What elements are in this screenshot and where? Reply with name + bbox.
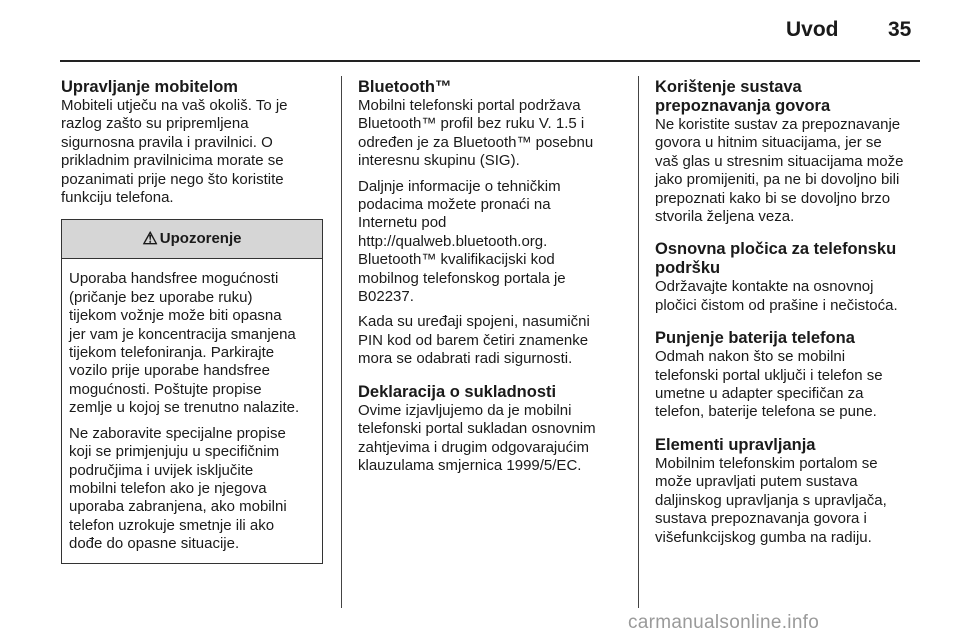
warning-paragraph-1: Uporaba handsfree mogućnosti (pričanje bez uporabe ruku) tijekom vožnje može biti opasna jer vam je koncentracija smanjena tijekom telefoniranja. Parkirajte vozilo prije uporabe handsfree mogućnosti. Poštujte propise zemlje u kojoj se trenutno nalazite. [69,270,300,417]
column-1 [61,78,331,564]
column-2 [358,78,626,475]
voice-recognition-paragraph: Ne koristite sustav za prepoznavanje govora u hitnim situacijama, jer se vaš glas u stresnim situacijama može jako promijeniti, pa ne bi dovoljno bili prepoznati kako bi se dovoljno brzo stvorila željena veza. [655,116,904,226]
warning-triangle-icon: ⚠ [142,229,158,249]
heading-base-plate: Osnovna pločica za telefonsku podršku [655,240,897,278]
heading-voice-recognition: Korištenje sustava prepoznavanja govora [655,78,831,115]
watermark: carmanualsonline.info [628,612,820,633]
section-title: Uvod [786,18,839,41]
heading-controls: Elementi upravljanja [655,435,816,454]
column-divider-2 [638,76,639,608]
heading-mobile-control: Upravljanje mobitelom [61,78,238,96]
heading-battery-charging: Punjenje baterija telefona [655,329,855,348]
controls-paragraph: Mobilnim telefonskim portalom se može upravljati putem sustava daljinskog upravljanja s upravljača, sustava prepoznavanja govora i višefunkcijskog gumba na radiju. [655,454,887,546]
column-divider-1 [341,76,342,608]
heading-declaration: Deklaracija o sukladnosti [358,382,557,401]
battery-charging-paragraph: Odmah nakon što se mobilni telefonski portal uključi i telefon se umetne u adapter specifičan za telefon, baterije telefona se pune. [655,348,883,421]
base-plate-paragraph: Održavajte kontakte na osnovnoj pločici čistom od prašine i nečistoća. [655,278,898,314]
bluetooth-paragraph-3: Kada su uređaji spojeni, nasumični PIN kod od barem četiri znamenke mora se odabrati radi sigurnosti. [358,313,590,368]
heading-bluetooth: Bluetooth™ [358,78,452,96]
warning-title: Upozorenje [159,230,242,248]
bluetooth-paragraph-1: Mobilni telefonski portal podržava Bluetooth™ profil bez ruku V. 1.5 i određen je za Bluetooth™ posebnu interesnu skupinu (SIG). [358,97,594,170]
page-number: 35 [888,18,912,41]
intro-paragraph: Mobiteli utječu na vaš okoliš. To je razlog zašto su pripremljena sigurnosna pravila i pravilnici. O prikladnim pravilnicima morate se pozanimati prije nego što koristite funkciju telefona. [61,97,288,207]
warning-paragraph-2: Ne zaboravite specijalne propise koji se primjenjuju u specifičnim područjima i uvijek isključite mobilni telefon ako je njegova uporaba zabranjena, ako mobilni telefon uzrokuje smetnje ili ako dođe do opasne situacije. [69,424,287,553]
declaration-paragraph: Ovime izjavljujemo da je mobilni telefonski portal sukladan osnovnim zahtjevima i drugim odgovarajućim klauzulama smjernica 1999/5/EC. [358,401,596,474]
column-3 [655,78,925,547]
warning-box [61,219,323,563]
bluetooth-paragraph-2: Daljnje informacije o tehničkim podacima možete pronaći na Internetu pod http://qualweb.bluetooth.org. Bluetooth™ kvalifikacijski kod mobilnog telefonskog portala je B02237. [358,177,566,306]
warning-header [62,220,322,259]
page-header [0,0,960,62]
warning-body [62,259,322,562]
header-divider [60,60,920,62]
